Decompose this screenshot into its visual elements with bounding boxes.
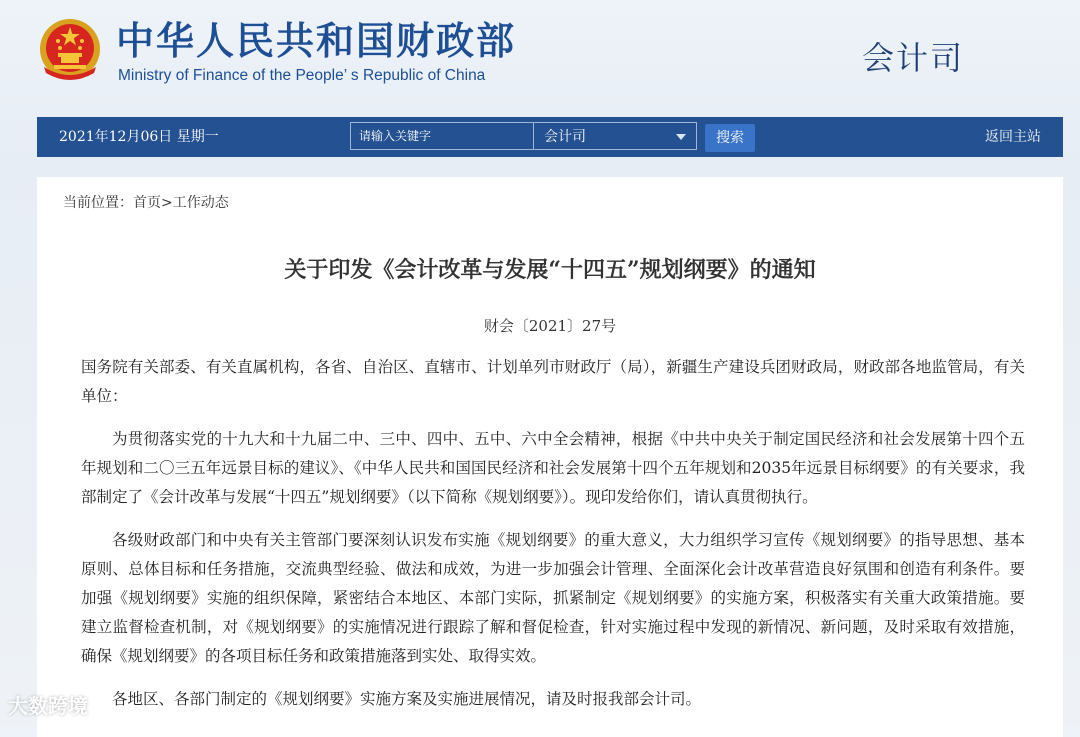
article-body [81, 353, 1025, 728]
search-button[interactable]: 搜索 [705, 124, 755, 152]
watermark: 大数跨境 [8, 694, 88, 718]
chevron-down-icon [676, 134, 686, 140]
breadcrumb-home-link[interactable]: 首页 [133, 195, 161, 211]
article-paragraph-addressees: 国务院有关部委、有关直属机构，各省、自治区、直辖市、计划单列市财政厅（局），新疆生产建设兵团财政局，财政部各地监管局，有关单位： [81, 358, 1025, 405]
return-home-link[interactable]: 返回主站 [985, 129, 1041, 145]
article-paragraph: 为贯彻落实党的十九大和十九届二中、三中、四中、五中、六中全会精神，根据《中共中央关于制定国民经济和社会发展第十四个五年规划和二〇三五年远景目标的建议》、《中华人民共和国国民经济和社会发展第十四个五年规划和2035年远景目标纲要》的有关要求，我部制定了《会计改革与发展“十四五”规划纲要》（以下简称《规划纲要》）。现印发给你们，请认真贯彻执行。 [81, 430, 1025, 506]
department-select-value: 会计司 [544, 129, 586, 145]
article-title: 关于印发《会计改革与发展“十四五”规划纲要》的通知 [284, 257, 816, 283]
article-paragraph: 各地区、各部门制定的《规划纲要》实施方案及实施进展情况，请及时报我部会计司。 [112, 690, 702, 708]
breadcrumb-current-link[interactable]: 工作动态 [172, 195, 229, 211]
breadcrumb-separator: > [161, 195, 173, 211]
national-emblem-icon[interactable] [38, 17, 102, 83]
article-paragraph: 各级财政部门和中央有关主管部门要深刻认识发布实施《规划纲要》的重大意义，大力组织学习宣传《规划纲要》的指导思想、基本原则、总体目标和任务措施，交流典型经验、做法和成效，为进一步加强会计管理、全面深化会计改革营造良好氛围和创造有利条件。要加强《规划纲要》实施的组织保障，紧密结合本地区、本部门实际，抓紧制定《规划纲要》的实施方案，积极落实有关重大政策措施。要建立监督检查机制，对《规划纲要》的实施情况进行跟踪了解和督促检查，针对实施过程中发现的新情况、新问题，及时采取有效措施，确保《规划纲要》的各项目标任务和政策措施落到实处、取得实效。 [81, 531, 1025, 665]
search-input[interactable] [350, 122, 536, 150]
site-header [0, 0, 1080, 115]
department-name: 会计司 [862, 39, 965, 77]
document-number: 财会〔2021〕27号 [483, 317, 617, 335]
content-panel [37, 177, 1063, 737]
breadcrumb [63, 193, 229, 213]
breadcrumb-prefix: 当前位置： [63, 195, 133, 211]
department-select[interactable] [533, 122, 697, 150]
current-date: 2021年12月06日 星期一 [59, 129, 219, 145]
site-title-cn[interactable]: 中华人民共和国财政部 [116, 19, 517, 63]
site-title-en: Ministry of Finance of the People’ s Republic of China [118, 67, 486, 84]
nav-bar [37, 117, 1063, 157]
